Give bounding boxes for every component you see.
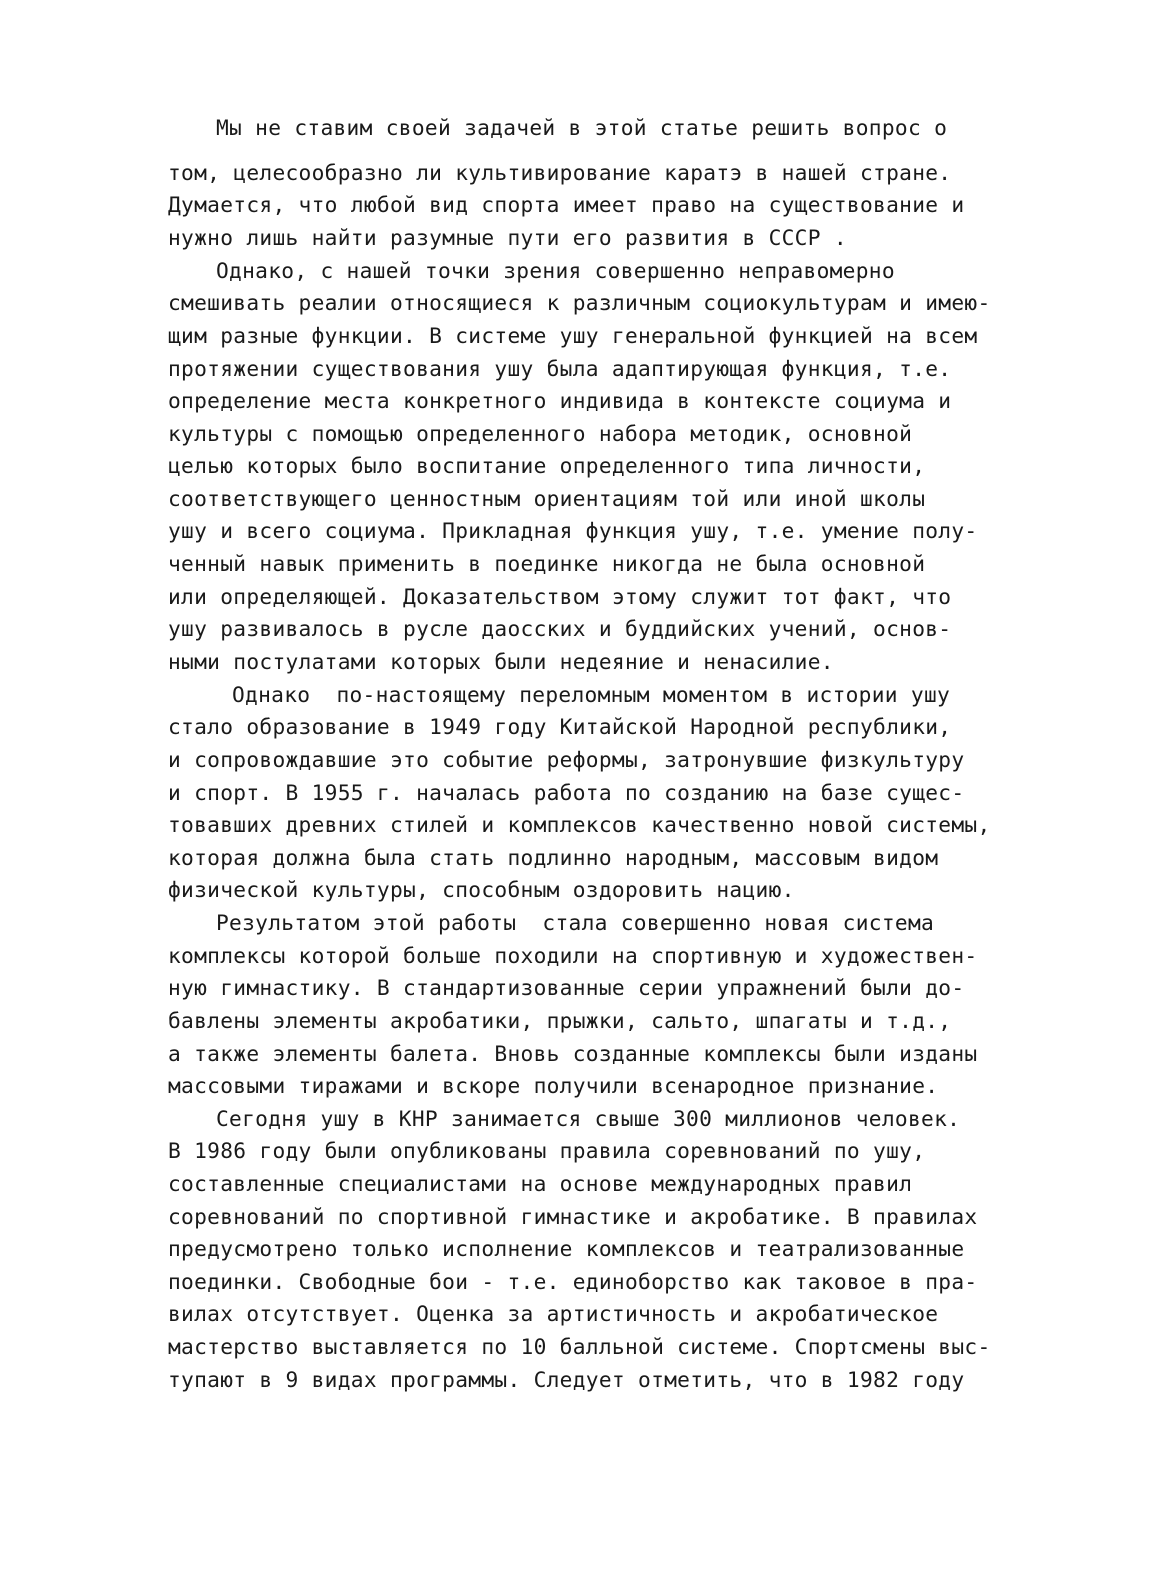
text-line: Однако по-настоящему переломным моментом в истории ушу	[232, 682, 951, 707]
text-line: соревнований по спортивной гимнастике и акробатике. В правилах	[168, 1204, 978, 1229]
text-line: ченный навык применить в поединке никогда не была основной	[168, 551, 926, 576]
text-line: том, целесообразно ли культивирование каратэ в нашей стране.	[168, 160, 952, 185]
text-line: В 1986 году были опубликованы правила соревнований по ушу,	[168, 1138, 926, 1163]
text-line: и сопровождавшие это событие реформы, затронувшие физкультуру	[168, 747, 965, 772]
text-line: вилах отсутствует. Оценка за артистичность и акробатическое	[168, 1301, 939, 1326]
text-line: и спорт. В 1955 г. началась работа по созданию на базе сущес-	[168, 780, 965, 805]
text-line: Результатом этой работы стала совершенно новая система	[216, 910, 935, 935]
text-line: мастерство выставляется по 10 балльной системе. Спортсмены выс-	[168, 1334, 991, 1359]
text-line: составленные специалистами на основе международных правил	[168, 1171, 913, 1196]
text-line: соответствующего ценностным ориентациям той или иной школы	[168, 486, 926, 511]
text-line: стало образование в 1949 году Китайской Народной республики,	[168, 714, 952, 739]
text-line: культуры с помощью определенного набора методик, основной	[168, 421, 913, 446]
text-line: или определяющей. Доказательством этому служит тот факт, что	[168, 584, 952, 609]
text-line: Мы не ставим своей задачей в этой статье решить вопрос о	[216, 115, 948, 140]
text-line: ную гимнастику. В стандартизованные серии упражнений были до-	[168, 975, 965, 1000]
text-line: Однако, с нашей точки зрения совершенно неправомерно	[216, 258, 895, 283]
text-line: смешивать реалии относящиеся к различным социокультурам и имею-	[168, 290, 991, 315]
text-line: тупают в 9 видах программы. Следует отметить, что в 1982 году	[168, 1367, 965, 1392]
text-line: ушу развивалось в русле даосских и буддийских учений, основ-	[168, 616, 952, 641]
text-line: физической культуры, способным оздоровить нацию.	[168, 877, 795, 902]
text-line: Думается, что любой вид спорта имеет право на существование и	[168, 192, 965, 217]
text-line: бавлены элементы акробатики, прыжки, сальто, шпагаты и т.д.,	[168, 1008, 952, 1033]
text-line: поединки. Свободные бои - т.е. единоборство как таковое в пра-	[168, 1269, 978, 1294]
text-line: определение места конкретного индивида в контексте социума и	[168, 388, 952, 413]
text-line: ными постулатами которых были недеяние и ненасилие.	[168, 649, 834, 674]
text-line: предусмотрено только исполнение комплексов и театрализованные	[168, 1236, 965, 1261]
text-line: протяжении существования ушу была адаптирующая функция, т.е.	[168, 356, 952, 381]
text-line: ушу и всего социума. Прикладная функция ушу, т.е. умение полу-	[168, 518, 978, 543]
text-line: массовыми тиражами и вскоре получили всенародное признание.	[168, 1073, 939, 1098]
text-line: щим разные функции. В системе ушу генеральной функцией на всем	[168, 323, 978, 348]
text-line: комплексы которой больше походили на спортивную и художествен-	[168, 943, 978, 968]
text-line: Сегодня ушу в КНР занимается свыше 300 миллионов человек.	[216, 1106, 961, 1131]
text-line: товавших древних стилей и комплексов качественно новой системы,	[168, 812, 991, 837]
text-line: нужно лишь найти разумные пути его развития в СССР .	[168, 225, 847, 250]
text-line: а также элементы балета. Вновь созданные комплексы были изданы	[168, 1041, 978, 1066]
text-line: целью которых было воспитание определенного типа личности,	[168, 453, 926, 478]
text-line: которая должна была стать подлинно народным, массовым видом	[168, 845, 939, 870]
